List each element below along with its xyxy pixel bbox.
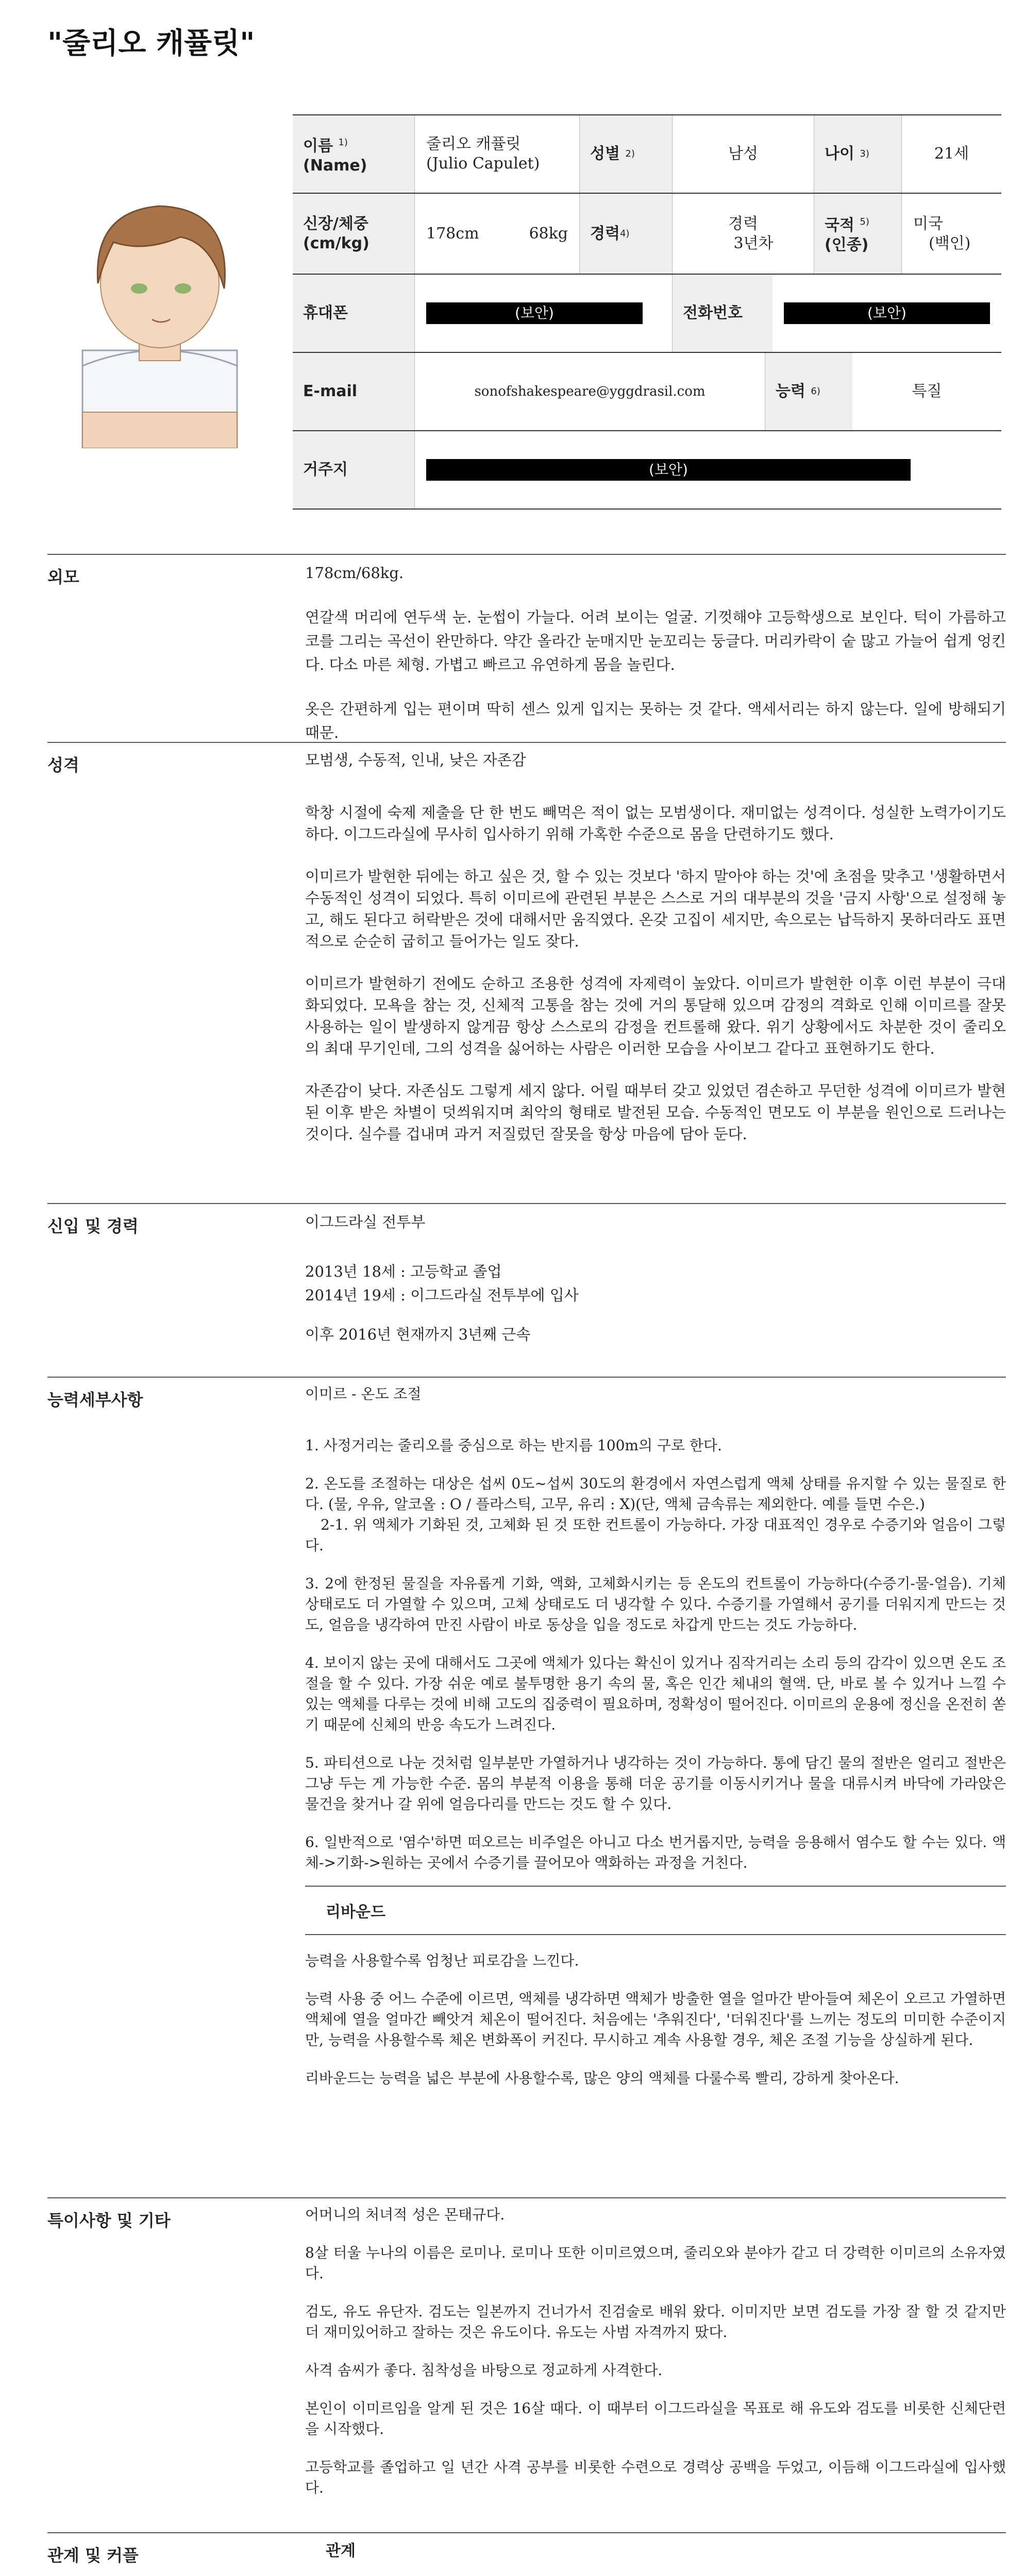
career-value-1: 경력 bbox=[728, 214, 758, 233]
career-line: 이그드라실 전투부 bbox=[305, 1213, 426, 1231]
character-portrait bbox=[52, 180, 268, 448]
career-label-cell bbox=[579, 194, 672, 274]
name-value: 줄리오 캐퓰릿 bbox=[426, 135, 521, 153]
ability-body bbox=[305, 1384, 1006, 2109]
section-appearance bbox=[47, 554, 1006, 739]
nationality-label-sup: 5) bbox=[860, 216, 869, 227]
height-label-sub: (cm/kg) bbox=[303, 234, 370, 252]
career-line: 이후 2016년 현재까지 3년째 근속 bbox=[305, 1326, 531, 1343]
career-label-sup: 4) bbox=[619, 228, 630, 239]
name-label-sup: 1) bbox=[338, 137, 348, 148]
relations-label: 관계 및 커플 bbox=[47, 2546, 139, 2565]
section-ability bbox=[47, 1377, 1006, 2185]
personality-label: 성격 bbox=[47, 755, 79, 775]
name-label-sub: (Name) bbox=[303, 156, 367, 175]
phone-label: 휴대폰 bbox=[293, 275, 414, 352]
nationality-value-1: 미국 bbox=[913, 214, 943, 233]
appearance-paragraph: 옷은 간편하게 입는 편이며 딱히 센스 있게 입지는 못하는 것 같다. 액세서리는 하지 않는다. 일에 방해되기 때문. bbox=[305, 700, 1006, 741]
nationality-value-cell bbox=[901, 194, 1001, 274]
profile-table bbox=[293, 114, 1001, 510]
career-body bbox=[305, 1210, 1006, 1367]
notes-paragraph: 검도, 유도 유단자. 검도는 일본까지 건너가서 진검술로 배워 왔다. 이미지만 보면 검도를 가장 잘 할 것 같지만 더 재미있어하고 잘하는 것은 유도이다. 유도는 사범 자격까지 땄다. bbox=[305, 2303, 1006, 2341]
appearance-body bbox=[305, 561, 1006, 765]
rebound-paragraph: 능력을 사용할수록 엄청난 피로감을 느낀다. bbox=[305, 1952, 579, 1969]
name-label-cell bbox=[293, 115, 414, 193]
email-value: sonofshakespeare@yggdrasil.com bbox=[414, 353, 765, 430]
ability-item: 5. 파티션으로 나눈 것처럼 일부분만 가열하거나 냉각하는 것이 가능하다. 통에 담긴 물의 절반은 얼리고 절반은 그냥 두는 게 가능한 수준. 몸의 부분적 이용을 통해 더운 공기를 이동시키거나 물을 대류시켜 바닥에 가라앉은 물건을 찾거나 갈 위에 얼음다리를 만드는 것도 할 수 있다. bbox=[305, 1754, 1006, 1812]
personality-body bbox=[305, 749, 1006, 1165]
profile-row-address bbox=[293, 431, 1001, 510]
personality-paragraph: 자존감이 낮다. 자존심도 그렇게 세지 않다. 어릴 때부터 갖고 있었던 겸손하고 무던한 성격에 이미르가 발현된 이후 받은 차별이 덧씌워지며 최악의 형태로 발전된 모습. 수동적인 면모도 이 부분을 원인으로 드러나는 것이다. 실수를 겁내며 과거 저질렀던 잘못을 항상 마음에 담아 둔다. bbox=[305, 1082, 1006, 1143]
age-label-sup: 3) bbox=[860, 148, 869, 159]
career-line: 2014년 19세 : 이그드라실 전투부에 입사 bbox=[305, 1286, 579, 1304]
appearance-paragraph: 연갈색 머리에 연두색 눈. 눈썹이 가늘다. 어려 보이는 얼굴. 기껏해야 고등학생으로 보인다. 턱이 가름하고 코를 그리는 곡선이 완만하다. 약간 올라간 눈매지만 눈꼬리는 둥글다. 머리카락이 숱 많고 가늘어 쉽게 엉킨다. 다소 마른 체형. 가볍고 빠르고 유연하게 몸을 놀린다. bbox=[305, 608, 1006, 673]
career-value-cell bbox=[672, 194, 814, 274]
phone-value-cell bbox=[414, 275, 672, 352]
rebound-paragraph: 리바운드는 능력을 넓은 부분에 사용할수록, 많은 양의 액체를 다룰수록 빨리, 강하게 찾아온다. bbox=[305, 2070, 899, 2087]
tel-value-cell bbox=[773, 275, 1001, 352]
address-redacted-bar: (보안) bbox=[426, 459, 911, 481]
profile-row-email bbox=[293, 353, 1001, 431]
height-weight-cell bbox=[414, 194, 579, 274]
appearance-paragraph: 178cm/68kg. bbox=[305, 564, 404, 582]
height-label-cell bbox=[293, 194, 414, 274]
age-label: 나이 bbox=[825, 145, 854, 163]
nationality-value-2: (백인) bbox=[929, 234, 971, 252]
age-label-cell bbox=[814, 115, 901, 193]
notes-label: 특이사항 및 기타 bbox=[47, 2211, 171, 2230]
rebound-title: 리바운드 bbox=[326, 1903, 385, 1921]
email-label: E-mail bbox=[293, 353, 414, 430]
rebound-divider-top bbox=[305, 1886, 1006, 1887]
page-title: "줄리오 캐퓰릿" bbox=[47, 27, 255, 60]
ability-label-sup: 6) bbox=[811, 386, 820, 397]
profile-row-phone bbox=[293, 275, 1001, 353]
address-label: 거주지 bbox=[293, 431, 414, 509]
notes-paragraph: 어머니의 처녀적 성은 몬태규다. bbox=[305, 2206, 505, 2223]
career-line: 2013년 18세 : 고등학교 졸업 bbox=[305, 1263, 502, 1280]
profile-row-body bbox=[293, 194, 1001, 275]
name-label: 이름 bbox=[303, 137, 333, 155]
relation-title: 관계 bbox=[326, 2542, 356, 2560]
notes-body bbox=[305, 2205, 1006, 2519]
gender-value: 남성 bbox=[672, 115, 814, 193]
notes-paragraph: 본인이 이미르임을 알게 된 것은 16살 때다. 이 때부터 이그드라실을 목표로 해 유도와 검도를 비롯한 신체단련을 시작했다. bbox=[305, 2400, 1006, 2437]
section-relations bbox=[47, 2532, 1006, 2576]
gender-label-cell bbox=[579, 115, 672, 193]
address-value-cell bbox=[414, 431, 1001, 509]
nationality-label-cell bbox=[814, 194, 901, 274]
appearance-label: 외모 bbox=[47, 567, 79, 587]
age-value: 21세 bbox=[901, 115, 1001, 193]
notes-paragraph: 8살 터울 누나의 이름은 로미나. 로미나 또한 이미르였으며, 줄리오와 분야가 같고 더 강력한 이미르의 소유자였다. bbox=[305, 2244, 1006, 2282]
ability-item: 4. 보이지 않는 곳에 대해서도 그곳에 액체가 있다는 확신이 있거나 짐작거리는 소리 등의 감각이 있으면 온도 조절을 할 수 있다. 가장 쉬운 예로 불투명한 용기 속의 물, 혹은 인간 체내의 혈액. 단, 바로 볼 수 있거나 느낄 수 있는 액체를 다루는 것에 비해 고도의 집중력이 필요하며, 정확성이 떨어진다. 이미르의 운용에 정신을 온전히 쏟기 때문에 신체의 반응 속도가 느려진다. bbox=[305, 1654, 1006, 1733]
name-value-cell bbox=[414, 115, 579, 193]
ability-label: 능력 bbox=[776, 382, 805, 400]
ability-section-label: 능력세부사항 bbox=[47, 1390, 143, 1410]
section-notes bbox=[47, 2197, 1006, 2527]
career-value-2: 3년차 bbox=[733, 234, 774, 252]
weight-value: 68kg bbox=[529, 224, 568, 243]
personality-paragraph: 학창 시절에 숙제 제출을 단 한 번도 빼먹은 적이 없는 모범생이다. 재미없는 성격이다. 성실한 노력가이기도 하다. 이그드라실에 무사히 입사하기 위해 가혹한 수준으로 몸을 단련하기도 했다. bbox=[305, 804, 1006, 843]
section-personality bbox=[47, 742, 1006, 1195]
profile-row-name bbox=[293, 115, 1001, 194]
personality-paragraph: 이미르가 발현한 뒤에는 하고 싶은 것, 할 수 있는 것보다 '하지 말아야 하는 것'에 초점을 맞추고 '생활하면서 수동적인 성격이 되었다. 특히 이미르에 관련된 부분은 스스로 거의 대부분의 것을 '금지 사항'으로 설정해 놓고, 해도 된다고 허락받은 것에 대해서만 움직였다. 온갖 고집이 세지만, 속으로는 납득하지 못하더라도 표면적으로 순순히 굽히고 들어가는 일도 잦다. bbox=[305, 868, 1006, 950]
ability-item: 6. 일반적으로 '염수'하면 떠오르는 비주얼은 아니고 다소 번거롭지만, 능력을 응용해서 염수도 할 수는 있다. 액체->기화->원하는 곳에서 수증기를 끌어모아 액화하는 과정을 거친다. bbox=[305, 1834, 1006, 1871]
height-label: 신장/체중 bbox=[303, 214, 368, 233]
name-value-en: (Julio Capulet) bbox=[426, 155, 540, 173]
tel-label: 전화번호 bbox=[672, 275, 773, 352]
notes-paragraph: 고등학교를 졸업하고 일 년간 사격 공부를 비롯한 수련으로 경력상 공백을 두었고, 이듬해 이그드라실에 입사했다. bbox=[305, 2459, 1006, 2496]
ability-label-cell bbox=[765, 353, 852, 430]
height-value: 178cm bbox=[426, 224, 479, 243]
nationality-label: 국적 bbox=[825, 216, 854, 234]
relations-body bbox=[305, 2539, 1006, 2576]
section-career bbox=[47, 1203, 1006, 1373]
notes-paragraph: 사격 솜씨가 좋다. 침착성을 바탕으로 정교하게 사격한다. bbox=[305, 2362, 663, 2379]
personality-paragraph: 이미르가 발현하기 전에도 순하고 조용한 성격에 자제력이 높았다. 이미르가 발현한 이후 이런 부분이 극대화되었다. 모욕을 참는 것, 신체적 고통을 참는 것에 거의 통달해 있으며 감정의 격화로 인해 이미르를 잘못 사용하는 일이 발생하지 않게끔 항상 스스로의 감정을 컨트롤해 왔다. 위기 상황에서도 차분한 것이 줄리오의 최대 무기인데, 그의 성격을 싫어하는 사람은 이러한 모습을 사이보그 같다고 표현하기도 한다. bbox=[305, 975, 1006, 1057]
ability-item: 1. 사정거리는 줄리오를 중심으로 하는 반지름 100m의 구로 한다. bbox=[305, 1437, 722, 1454]
ability-item: 2. 온도를 조절하는 대상은 섭씨 0도~섭씨 30도의 환경에서 자연스럽게 액체 상태를 유지할 수 있는 물질로 한다. (물, 우유, 알코올 : O / 플라스틱, 고무, 유리 : X)(단, 액체 금속류는 제외한다. 예를 들면 수은.) bbox=[305, 1475, 1006, 1513]
tel-redacted-bar: (보안) bbox=[784, 302, 990, 324]
nationality-label-sub: (인종) bbox=[825, 236, 869, 254]
career-section-label: 신입 및 경력 bbox=[47, 1216, 139, 1236]
ability-intro: 이미르 - 온도 조절 bbox=[305, 1385, 422, 1402]
rebound-paragraph: 능력 사용 중 어느 수준에 이르면, 액체를 냉각하면 액체가 방출한 열을 얼마간 받아들여 체온이 오르고 가열하면 액체에 열을 얼마간 빼앗겨 체온이 떨어진다. 처음에는 '추워진다', '더워진다'를 느끼는 정도의 미미한 수준이지만, 능력을 사용할수록 체온 변화폭이 커진다. 무시하고 계속 사용할 경우, 체온 조절 기능을 상실하게 된다. bbox=[305, 1990, 1006, 2048]
ability-item: 3. 2에 한정된 물질을 자유롭게 기화, 액화, 고체화시키는 등 온도의 컨트롤이 가능하다(수증기-물-얼음). 기체 상태로도 더 가열할 수 있으며, 고체 상태로도 더 냉각할 수 있다. 수증기를 가열해서 공기를 더워지게 만드는 것도, 얼음을 냉각하여 만진 사람이 바로 동상을 입을 정도로 차갑게 만드는 것도 가능하다. bbox=[305, 1575, 1006, 1633]
phone-redacted-bar: (보안) bbox=[426, 302, 643, 324]
gender-label: 성별 bbox=[590, 145, 620, 163]
career-label: 경력 bbox=[590, 224, 620, 243]
gender-label-sup: 2) bbox=[625, 148, 635, 159]
ability-item: 2-1. 위 액체가 기화된 것, 고체화 된 것 또한 컨트롤이 가능하다. 가장 대표적인 경우로 수증기와 얼음이 그렇다. bbox=[305, 1516, 1006, 1554]
ability-value: 특질 bbox=[912, 382, 942, 400]
personality-keywords: 모범생, 수동적, 인내, 낮은 자존감 bbox=[305, 751, 526, 769]
rebound-divider-bottom bbox=[305, 1934, 1006, 1935]
